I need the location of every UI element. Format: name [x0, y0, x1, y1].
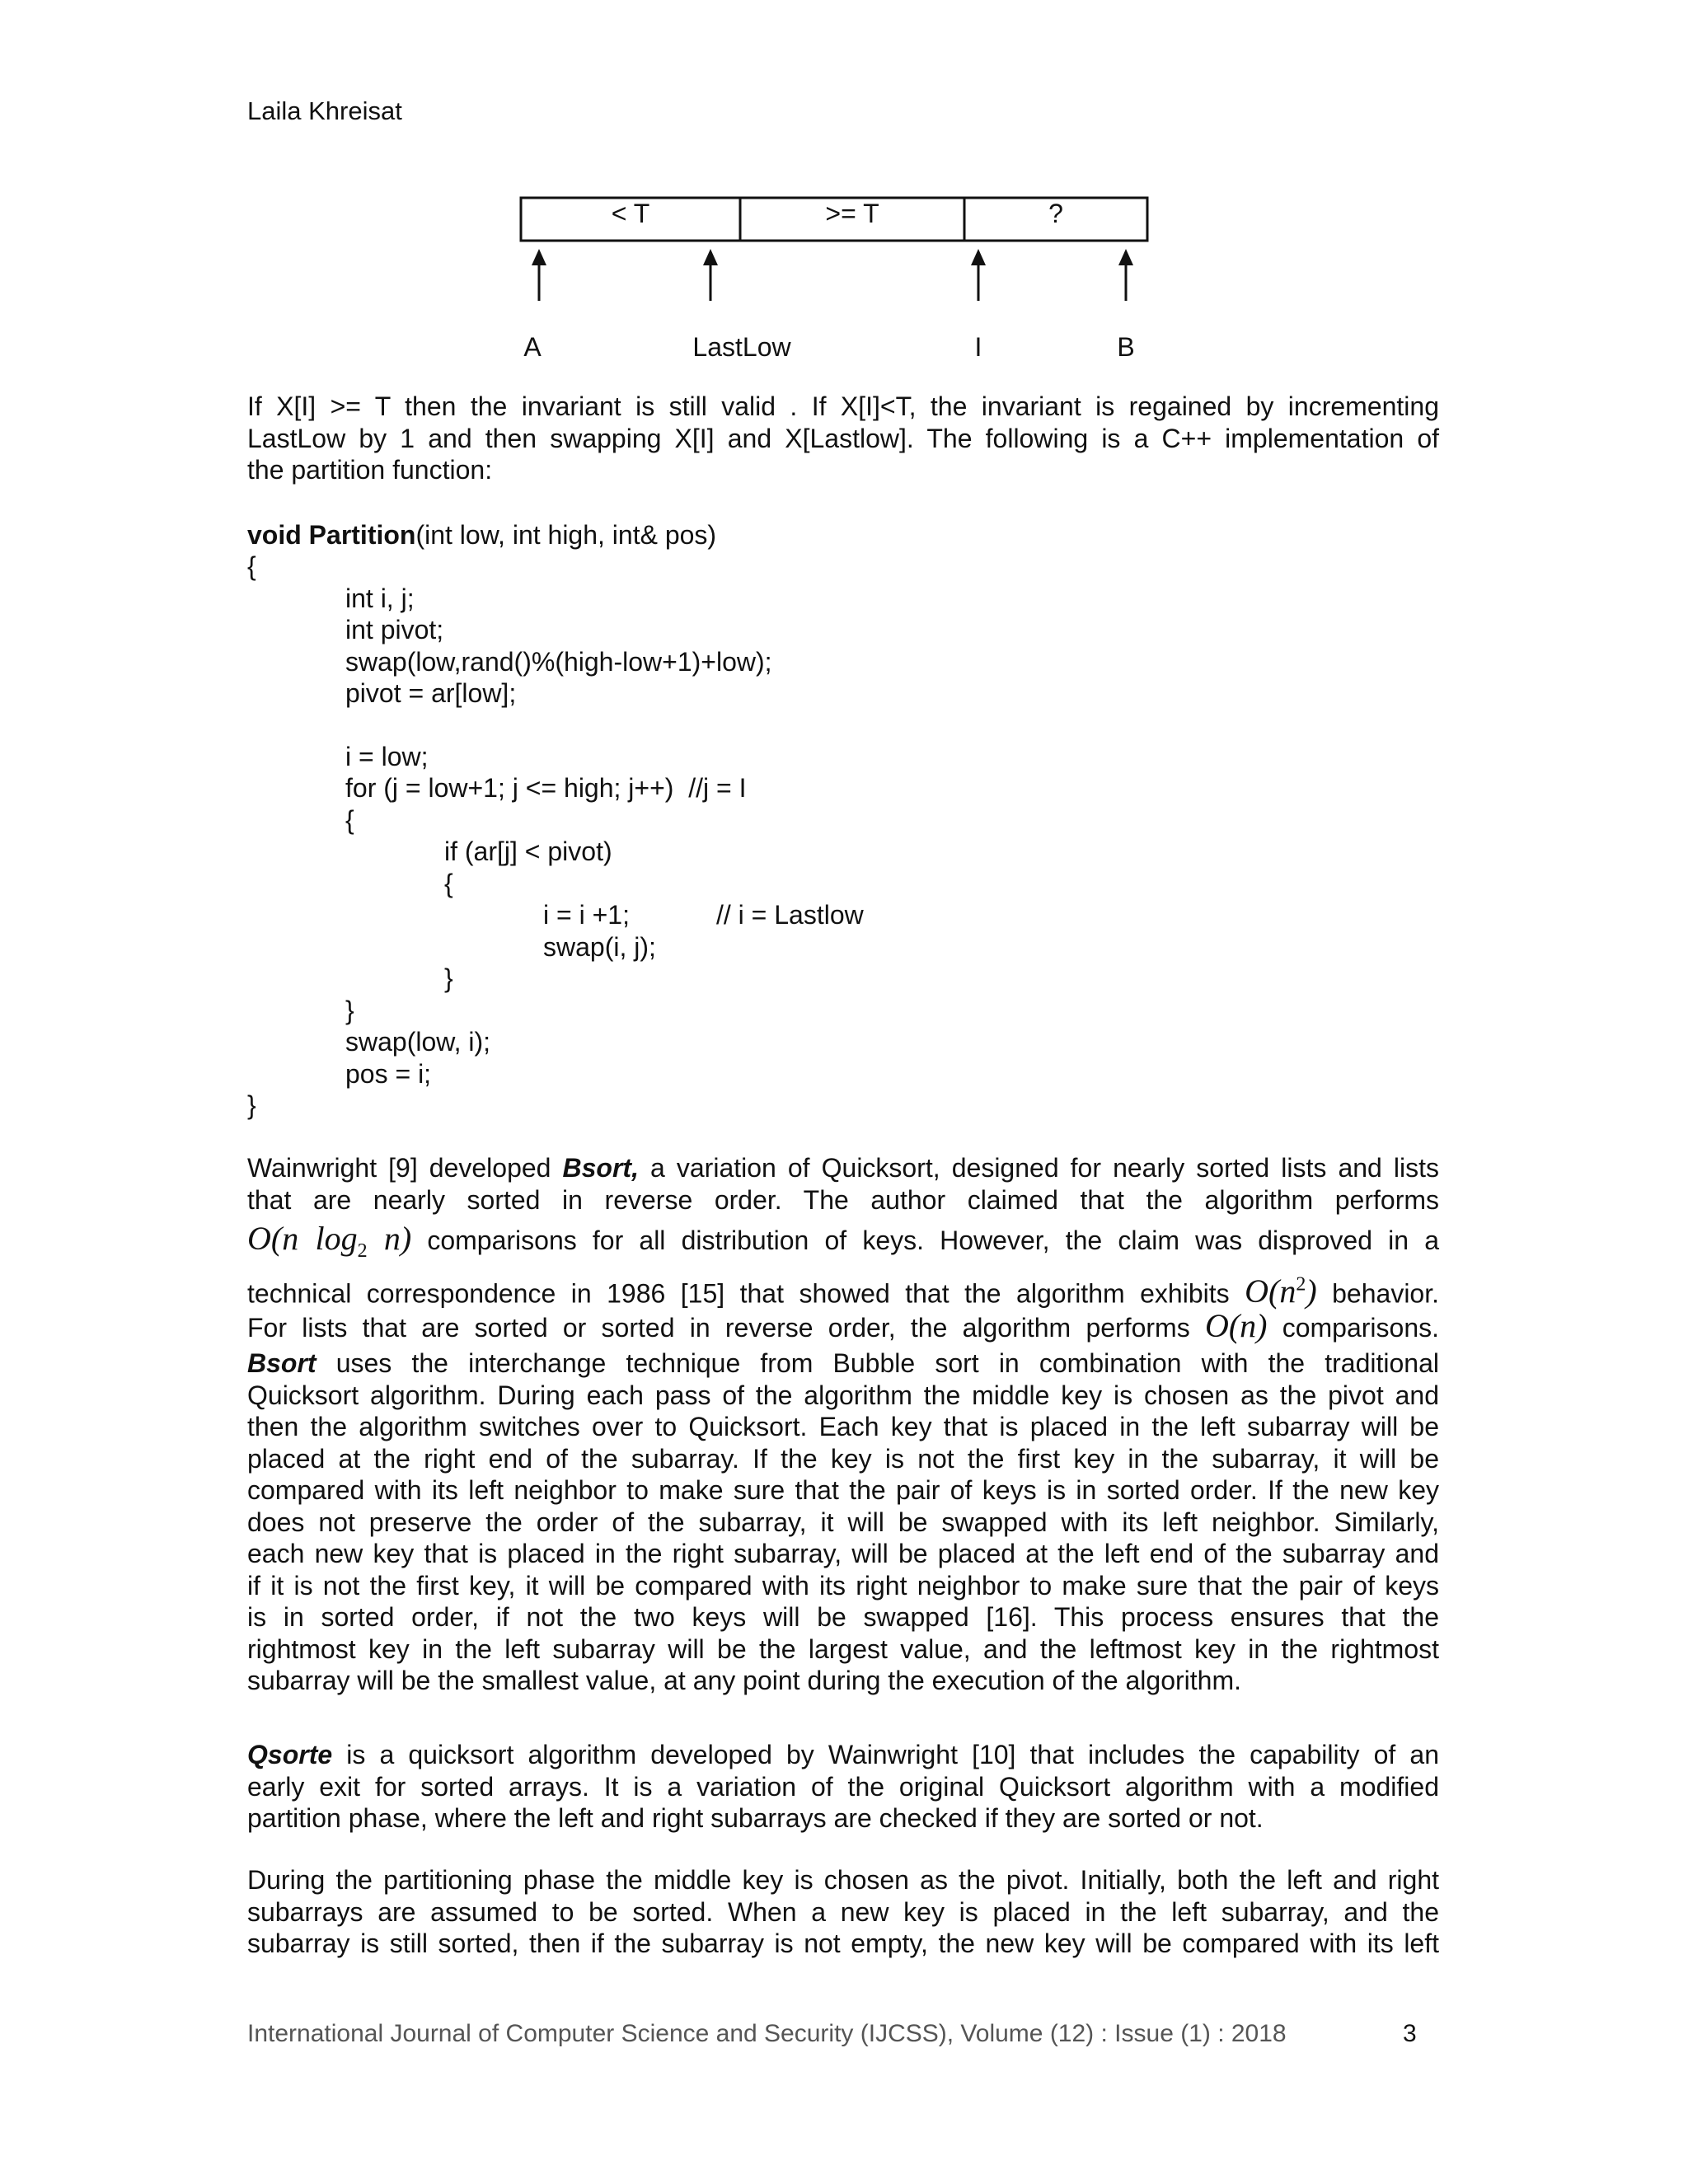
code-signature: [247, 519, 716, 551]
text-line: [247, 1739, 1439, 1771]
term-qsorte: Qsorte: [247, 1740, 333, 1769]
cell-label-unknown: ?: [1048, 199, 1063, 228]
math-run: n): [367, 1220, 412, 1257]
text-line: [247, 1216, 1439, 1262]
code-line: i = low;: [345, 742, 429, 771]
code-line: swap(i, j);: [543, 932, 656, 962]
math-run: O(n log: [247, 1220, 358, 1257]
text-line: If X[I] >= T then the invariant is still valid . If X[I]<T, the invariant is regained by incrementing: [247, 391, 1439, 421]
function-params: (int low, int high, int& pos): [415, 520, 717, 550]
code-line: int i, j;: [345, 583, 415, 613]
text-line: During the partitioning phase the middle key is chosen as the pivot. Initially, both the left and right: [247, 1865, 1439, 1895]
code-line: }: [247, 1090, 256, 1120]
text-line: partition phase, where the left and right subarrays are checked if they are sorted or not.: [247, 1803, 1264, 1833]
text-line: that are nearly sorted in reverse order. The author claimed that the algorithm performs: [247, 1184, 1439, 1215]
code-line: {: [247, 551, 256, 581]
code-line: {: [444, 869, 453, 898]
cell-label-less-than: < T: [611, 199, 650, 228]
term-bsort: Bsort,: [562, 1153, 639, 1183]
code-line: pivot = ar[low];: [345, 678, 517, 708]
code-line: i = i +1;: [543, 900, 630, 930]
text-line: compared with its left neighbor to make sure that the pair of keys is in sorted order. If the new key: [247, 1475, 1439, 1505]
arrow-i: [971, 249, 986, 301]
pointer-label-b: B: [1117, 332, 1135, 362]
math-nlogn: [247, 1220, 412, 1262]
text-run: technical correspondence in 1986 [15] that showed that the algorithm exhibits: [247, 1278, 1245, 1309]
text-line: LastLow by 1 and then swapping X[I] and X[Lastlow]. The following is a C++ implementation of: [247, 423, 1439, 453]
text-line: if it is not the first key, it will be compared with its right neighbor to make sure that the pair of keys: [247, 1570, 1439, 1601]
text-run: uses the interchange technique from Bubble sort in combination with the traditional: [316, 1348, 1439, 1378]
text-line: each new key that is placed in the right subarray, will be placed at the left end of the subarray and: [247, 1539, 1439, 1568]
text-line: [247, 1152, 1439, 1184]
text-line: the partition function:: [247, 455, 493, 485]
text-line: [247, 1262, 1440, 1310]
text-line: rightmost key in the left subarray will be the largest value, and the leftmost key in the rightmost: [247, 1633, 1439, 1664]
code-line: if (ar[j] < pivot): [444, 837, 612, 866]
page-number: 3: [1403, 2020, 1417, 2047]
code-line: }: [444, 963, 453, 993]
function-name: void Partition: [247, 520, 416, 550]
text-line: subarrays are assumed to be sorted. When a new key is placed in the left subarray, and the: [247, 1896, 1439, 1927]
text-line: placed at the right end of the subarray. If the key is not the first key in the subarray, it will be: [247, 1443, 1439, 1474]
term-bsort: Bsort: [247, 1348, 316, 1378]
invariant-paragraph: [247, 391, 1439, 486]
code-line: pos = i;: [345, 1059, 432, 1089]
footer-journal-citation: International Journal of Computer Science and Security (IJCSS), Volume (12) : Issue (1) : 2018: [247, 2020, 1287, 2047]
code-line: swap(low, i);: [345, 1027, 491, 1057]
text-run: Wainwright [9] developed: [247, 1153, 563, 1183]
math-n: O(n): [1204, 1307, 1268, 1344]
text-line: [247, 1347, 1439, 1380]
running-header-author: Laila Khreisat: [247, 96, 402, 125]
math-sup: 2: [1296, 1274, 1306, 1296]
text-line: subarray is still sorted, then if the subarray is not empty, the new key will be compared with its left: [247, 1929, 1439, 1958]
code-line: int pivot;: [345, 615, 444, 644]
text-line: is in sorted order, if not the two keys will be swapped [16]. This process ensures that the: [247, 1602, 1439, 1632]
text-run: comparisons.: [1267, 1313, 1440, 1343]
math-run: ): [1306, 1272, 1317, 1310]
arrow-a: [532, 249, 546, 301]
bsort-paragraph: [247, 1152, 1439, 1697]
code-line: {: [345, 805, 354, 835]
text-line: then the algorithm switches over to Quicksort. Each key that is placed in the left subarray will be: [247, 1412, 1439, 1441]
text-run: a variation of Quicksort, designed for nearly sorted lists and lists: [638, 1153, 1440, 1183]
text-line: does not preserve the order of the subarray, it will be swapped with its left neighbor. Similarly,: [247, 1507, 1439, 1537]
arrow-lastlow: [703, 249, 718, 301]
text-run: comparisons for all distribution of keys. However, the claim was disproved in a: [411, 1226, 1440, 1255]
text-line: Quicksort algorithm. During each pass of the algorithm the middle key is chosen as the pivot and: [247, 1380, 1439, 1410]
math-run: O(n: [1245, 1272, 1296, 1310]
code-line: for (j = low+1; j <= high; j++) //j = I: [345, 773, 747, 803]
arrow-b: [1118, 249, 1133, 301]
text-line: early exit for sorted arrays. It is a variation of the original Quicksort algorithm with a modified: [247, 1771, 1439, 1802]
text-run: behavior.: [1316, 1278, 1440, 1309]
text-run: For lists that are sorted or sorted in reverse order, the algorithm performs: [247, 1313, 1205, 1343]
text-line: subarray will be the smallest value, at any point during the execution of the algorithm.: [247, 1666, 1241, 1695]
code-line: }: [345, 996, 354, 1025]
text-line: [247, 1305, 1439, 1347]
code-comment: // i = Lastlow: [716, 900, 864, 930]
pointer-label-lastlow: LastLow: [692, 332, 791, 362]
cell-label-greater-equal: >= T: [825, 199, 879, 228]
pointer-label-i: I: [974, 332, 982, 362]
text-run: is a quicksort algorithm developed by Wainwright [10] that includes the capability of an: [332, 1740, 1439, 1769]
math-sub: 2: [357, 1240, 368, 1262]
code-line: swap(low,rand()%(high-low+1)+low);: [345, 647, 772, 677]
pointer-label-a: A: [523, 332, 542, 362]
partitioning-paragraph: [247, 1864, 1439, 1960]
partition-invariant-diagram: [0, 0, 1688, 379]
qsorte-paragraph: [247, 1739, 1439, 1835]
